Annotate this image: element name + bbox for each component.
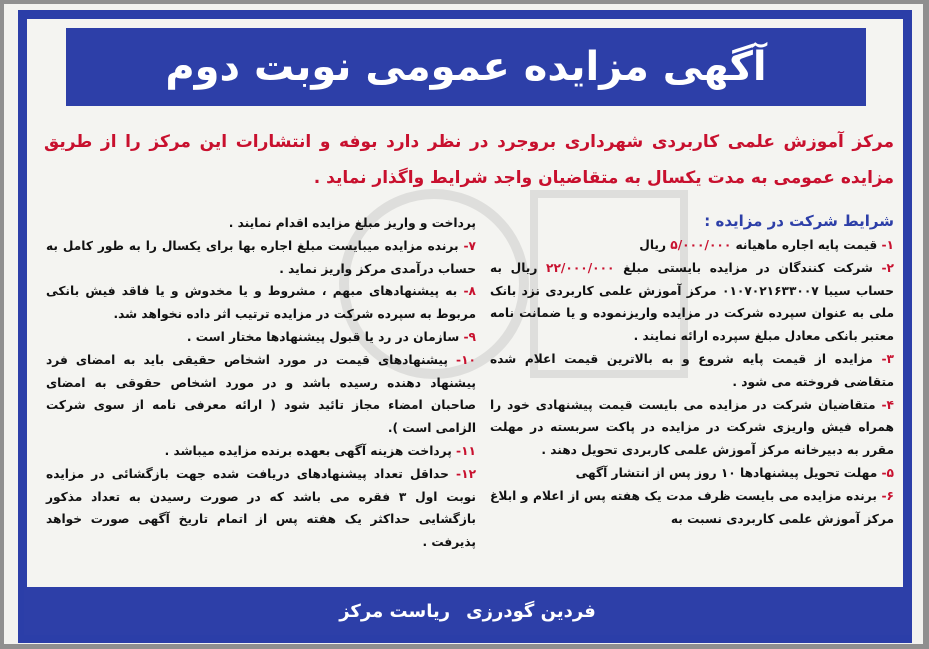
- item-number: ۳-: [872, 351, 894, 366]
- item-text: متقاضیان شرکت در مزایده می بایست قیمت پیشنهادی خود را همراه فیش واریزی شرکت در مزایده در پاکت سربسته در مهلت مقرر به دبیرخانه مرکز آموزش علمی کاربردی تحویل دهند .: [490, 397, 894, 458]
- item-text: مزایده از قیمت پایه شروع و به بالاترین قیمت اعلام شده متقاضی فروخته می شود .: [490, 351, 894, 389]
- newspaper-clipping: [4, 4, 923, 644]
- condition-item: [46, 349, 476, 440]
- item-text: قیمت پایه اجاره ماهیانه: [731, 238, 878, 252]
- condition-item: [490, 462, 894, 485]
- condition-item: [490, 234, 894, 257]
- condition-item: [46, 235, 476, 281]
- item-number: ۶-: [876, 488, 894, 503]
- condition-item: [46, 280, 476, 326]
- condition-item: [490, 257, 894, 348]
- item-number: ۱۰-: [447, 352, 476, 367]
- item-number: ۷-: [458, 238, 476, 253]
- condition-item: [46, 212, 476, 235]
- signatory-position: ریاست مرکز: [339, 600, 451, 622]
- item-number: ۵-: [877, 465, 894, 480]
- title-banner: [66, 28, 866, 106]
- intro-paragraph: مرکز آموزش علمی کاربردی شهرداری بروجرد در نظر دارد بوفه و انتشارات این مرکز را از طریق مزایده عمومی به مدت یکسال به متقاضیان واجد شرایط واگذار نماید .: [44, 132, 894, 188]
- signature-banner: [24, 587, 911, 635]
- condition-item: [490, 348, 894, 394]
- item-number: ۴-: [875, 397, 894, 412]
- item-number: ۲-: [872, 260, 894, 275]
- signatory-name: فردین گودرزی: [466, 600, 596, 622]
- item-text: سازمان در رد یا قبول پیشنهادها مختار است .: [186, 329, 460, 344]
- condition-item: [490, 394, 894, 462]
- item-number: ۱-: [877, 238, 894, 252]
- condition-item: [46, 326, 476, 349]
- item-text: برنده مزایده می بایست ظرف مدت یک هفته پس از اعلام و ابلاغ مرکز آموزش علمی کاربردی نسبت به: [490, 488, 894, 526]
- item-amount: ۵/۰۰۰/۰۰۰: [670, 238, 732, 252]
- item-text-after: ریال به حساب سیبا ۰۱۰۷۰۲۱۶۳۳۰۰۷ مرکز آموزش علمی کاربردی نزد بانک ملی به عنوان سپرده شرکت در مزایده واریزنموده و یا ضمانت نامه معتبر بانکی معادل مبلغ سپرده ارائه نمایند .: [490, 260, 894, 344]
- item-text: حداقل تعداد پیشنهادهای دریافت شده جهت بازگشائی در مزایده نوبت اول ۳ فقره می باشد که در صورت رسیدن به تعداد مذکور بازگشایی حداکثر یک هفته پس از اتمام تاریخ آگهی صورت خواهد پذیرفت .: [46, 466, 476, 550]
- item-number: ۹-: [459, 329, 476, 344]
- conditions-column-left: [46, 212, 476, 554]
- condition-item: [490, 485, 894, 531]
- conditions-heading: شرایط شرکت در مزایده :: [704, 212, 894, 230]
- item-amount: ۲۲/۰۰۰/۰۰۰: [546, 260, 615, 275]
- item-text: پیشنهادهای قیمت در مورد اشخاص حقیقی باید به امضای فرد پیشنهاد دهنده رسیده باشد و در مورد اشخاص حقوقی به امضای صاحبان امضاء مجاز تائید شود ( ارائه معرفی نامه از سوی شرکت الزامی است ).: [46, 352, 476, 436]
- conditions-column-right: [490, 208, 894, 530]
- announcement-title: آگهی مزایده عمومی نوبت دوم: [165, 44, 767, 90]
- item-number: ۸-: [457, 284, 476, 299]
- item-text: مهلت تحویل پیشنهادها ۱۰ روز پس از انتشار آگهی: [575, 465, 878, 480]
- item-text: شرکت کنندگان در مزایده بایستی مبلغ: [614, 260, 873, 275]
- condition-item: [46, 440, 476, 463]
- item-text: برنده مزایده میبایست مبلغ اجاره بها برای یکسال را به طور کامل به حساب درآمدی مرکز واریز نماید .: [46, 238, 476, 276]
- item-text: پرداخت و واریز مبلغ مزایده اقدام نمایند .: [228, 216, 476, 230]
- item-number: ۱۲-: [448, 466, 477, 481]
- condition-item: [46, 463, 476, 554]
- item-text-after: ریال: [639, 238, 671, 252]
- item-number: ۱۱-: [451, 443, 476, 458]
- item-text: به پیشنهادهای مبهم ، مشروط و یا مخدوش و یا فاقد فیش بانکی مربوط به سپرده شرکت در مزایده ترتیب اثر داده نخواهد شد.: [46, 284, 476, 322]
- item-text: پرداخت هزینه آگهی بعهده برنده مزایده میباشد .: [164, 443, 452, 458]
